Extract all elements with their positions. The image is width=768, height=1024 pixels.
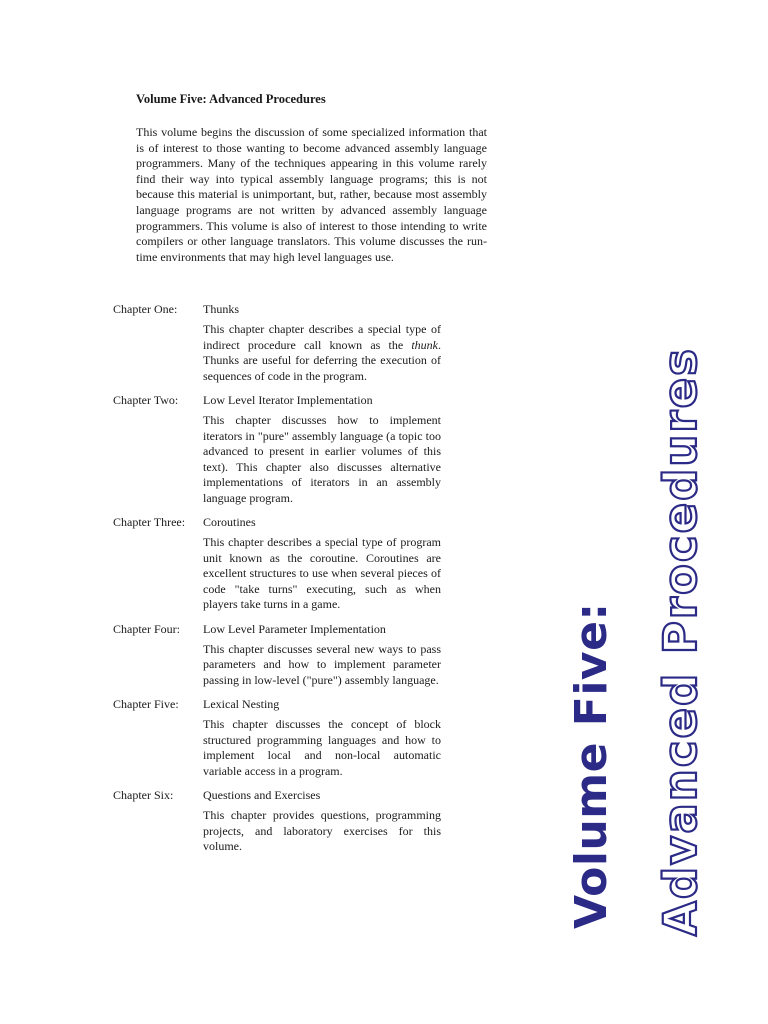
chapter-body (203, 621, 441, 689)
chapter-label: Chapter Two: (113, 393, 179, 407)
page-title: Volume Five: Advanced Procedures (136, 92, 326, 106)
chapter-label: Chapter Four: (113, 621, 180, 636)
chapter-label: Chapter Six: (113, 788, 174, 802)
chapter-entry-five (113, 696, 493, 779)
chapter-label: Chapter Three: (113, 515, 186, 529)
chapter-body (203, 787, 441, 855)
chapter-title: Low Level Parameter Implementation (203, 621, 386, 636)
chapter-description: This chapter discusses several new ways to pass parameters and how to implement parameter passing in low-level ("pure") assembly language. (203, 641, 441, 687)
chapter-title: Lexical Nesting (203, 697, 280, 711)
chapter-description (203, 322, 441, 384)
chapter-title: Thunks (203, 302, 239, 316)
chapter-title: Low Level Iterator Implementation (203, 393, 373, 407)
chapter-description-text: This chapter chapter describes a special type of indirect procedure call known as the (203, 322, 441, 352)
chapter-title: Questions and Exercises (203, 788, 321, 802)
chapter-label: Chapter One: (113, 302, 178, 316)
intro-paragraph: This volume begins the discussion of some specialized information that is of interest to those wanting to become advanced assembly language programmers. Many of the techniques appearing in this volume rarely find their way into typical assembly language programs; this is not because this material is unimportant, but, rather, because most assembly language programs are not written by advanced assembly language programmers. This volume is also of interest to those intending to write compilers or other language translators. This volume discusses the run-time environments that may high level languages use. (136, 125, 487, 264)
chapter-entry-four (113, 621, 493, 689)
chapter-body (203, 301, 441, 384)
chapter-entry-two (113, 392, 493, 506)
chapter-entry-six (113, 787, 493, 855)
chapter-entry-one (113, 301, 493, 384)
chapter-description-emphasis: thunk (411, 337, 438, 352)
chapter-entry-three (113, 514, 493, 613)
chapter-body (203, 696, 441, 779)
chapter-list (113, 301, 493, 863)
chapter-label: Chapter Five: (113, 697, 179, 711)
chapter-description: This chapter describes a special type of program unit known as the coroutine. Coroutines are excellent structures to use when several pieces of code "take turns" executing, such as when players take turns in a game. (203, 535, 441, 611)
spine-subject-text: Advanced Procedures (654, 347, 707, 936)
chapter-body (203, 514, 441, 613)
chapter-description: This chapter discusses the concept of block structured programming languages and how to implement local and non-local automatic variable access in a program. (203, 717, 441, 778)
spine-volume-text: Volume Five: (566, 602, 617, 929)
chapter-body (203, 392, 441, 506)
chapter-description: This chapter discusses how to implement iterators in "pure" assembly language (a topic too advanced to present in earlier volumes of this text). This chapter also discusses alternative implementations of iterators in an assembly language program. (203, 413, 441, 505)
chapter-description: This chapter provides questions, programming projects, and laboratory exercises for this volume. (203, 808, 441, 853)
chapter-title: Coroutines (203, 515, 256, 529)
chapter-description-text: . Thunks are useful for deferring the execution of sequences of code in the program. (203, 337, 441, 383)
